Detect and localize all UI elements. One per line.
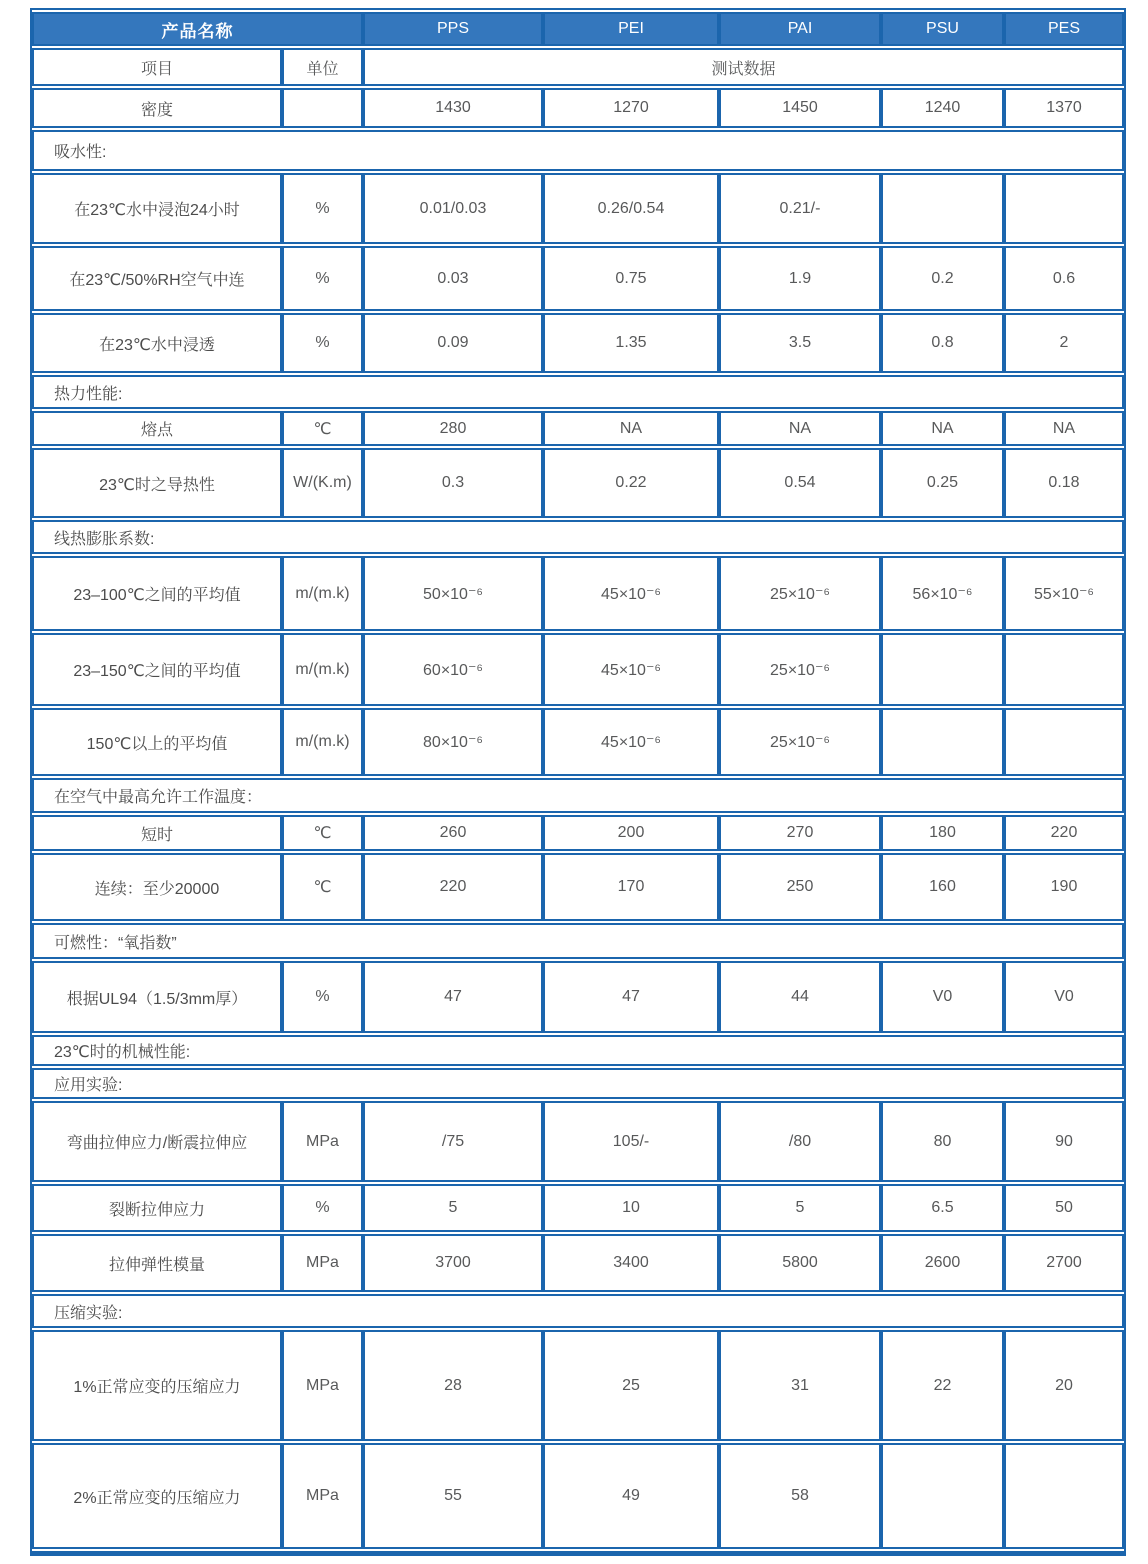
- cell-value: 0.18: [1004, 448, 1124, 518]
- row-unit: MPa: [282, 1234, 363, 1292]
- data-row: [32, 556, 1124, 631]
- cell-value: 200: [543, 815, 719, 851]
- cell-value: 60×10⁻⁶: [363, 633, 543, 706]
- row-unit: MPa: [282, 1330, 363, 1441]
- row-label: 连续：至少20000: [32, 853, 282, 921]
- cell-value: 2700: [1004, 1234, 1124, 1292]
- section-row: [32, 1294, 1124, 1328]
- cell-value: 45×10⁻⁶: [543, 633, 719, 706]
- section-row: [32, 520, 1124, 554]
- cell-value: 45×10⁻⁶: [543, 708, 719, 776]
- cell-value: 6.5: [881, 1184, 1004, 1232]
- cell-value: 220: [363, 853, 543, 921]
- data-row: [32, 1234, 1124, 1292]
- section-label: 应用实验:: [32, 1068, 1124, 1099]
- section-row: [32, 1068, 1124, 1099]
- cell-value: 44: [719, 961, 881, 1033]
- row-unit: m/(m.k): [282, 708, 363, 776]
- row-label: 熔点: [32, 411, 282, 446]
- section-row: [32, 375, 1124, 409]
- cell-value: 170: [543, 853, 719, 921]
- row-label: 在23℃水中浸透: [32, 313, 282, 373]
- row-unit: %: [282, 246, 363, 311]
- section-label: 吸水性:: [32, 130, 1124, 171]
- data-row: [32, 173, 1124, 244]
- data-row: [32, 411, 1124, 446]
- cell-value: 5: [363, 1184, 543, 1232]
- cell-value: 20: [1004, 1330, 1124, 1441]
- section-label: 压缩实验:: [32, 1294, 1124, 1328]
- product-header-pai: PAI: [719, 12, 881, 46]
- cell-value: 270: [719, 815, 881, 851]
- cell-value: 31: [719, 1330, 881, 1441]
- cell-value: NA: [1004, 411, 1124, 446]
- row-unit: MPa: [282, 1443, 363, 1549]
- cell-value: 160: [881, 853, 1004, 921]
- cell-value: V0: [881, 961, 1004, 1033]
- cell-value: 56×10⁻⁶: [881, 556, 1004, 631]
- cell-value: 2600: [881, 1234, 1004, 1292]
- row-unit: %: [282, 313, 363, 373]
- section-label: 热力性能:: [32, 375, 1124, 409]
- data-row: [32, 961, 1124, 1033]
- cell-value: 22: [881, 1330, 1004, 1441]
- row-label: 2%正常应变的压缩应力: [32, 1443, 282, 1549]
- cell-value: 3.5: [719, 313, 881, 373]
- cell-value: /80: [719, 1101, 881, 1182]
- row-unit: [282, 88, 363, 128]
- cell-value: 0.2: [881, 246, 1004, 311]
- cell-value: 47: [543, 961, 719, 1033]
- product-header-pps: PPS: [363, 12, 543, 46]
- cell-value: 10: [543, 1184, 719, 1232]
- row-label: 23–100℃之间的平均值: [32, 556, 282, 631]
- cell-value: 220: [1004, 815, 1124, 851]
- cell-value: 0.01/0.03: [363, 173, 543, 244]
- cell-value: 3700: [363, 1234, 543, 1292]
- section-label: 23℃时的机械性能:: [32, 1035, 1124, 1066]
- cell-value: 0.6: [1004, 246, 1124, 311]
- cell-value: V0: [1004, 961, 1124, 1033]
- section-row: [32, 778, 1124, 813]
- subheader-unit-label: 单位: [282, 48, 363, 86]
- cell-value: 47: [363, 961, 543, 1033]
- cell-value: 80×10⁻⁶: [363, 708, 543, 776]
- data-row: [32, 633, 1124, 706]
- cell-value: 28: [363, 1330, 543, 1441]
- cell-value: 45×10⁻⁶: [543, 556, 719, 631]
- cell-value: 0.03: [363, 246, 543, 311]
- data-row: [32, 1330, 1124, 1441]
- data-row: [32, 1101, 1124, 1182]
- cell-value: NA: [881, 411, 1004, 446]
- row-label: 23℃时之导热性: [32, 448, 282, 518]
- cell-value: 5800: [719, 1234, 881, 1292]
- row-unit: %: [282, 961, 363, 1033]
- cell-value: 2: [1004, 313, 1124, 373]
- row-unit: ℃: [282, 411, 363, 446]
- cell-value: [1004, 708, 1124, 776]
- cell-value: 58: [719, 1443, 881, 1549]
- cell-value: 0.25: [881, 448, 1004, 518]
- cell-value: 1450: [719, 88, 881, 128]
- cell-value: 0.22: [543, 448, 719, 518]
- section-row: [32, 130, 1124, 171]
- cell-value: 1240: [881, 88, 1004, 128]
- row-label: 弯曲拉伸应力/断震拉伸应: [32, 1101, 282, 1182]
- row-unit: m/(m.k): [282, 633, 363, 706]
- cell-value: 25×10⁻⁶: [719, 633, 881, 706]
- cell-value: NA: [719, 411, 881, 446]
- cell-value: 90: [1004, 1101, 1124, 1182]
- data-row: [32, 88, 1124, 128]
- cell-value: 105/-: [543, 1101, 719, 1182]
- cell-value: 0.54: [719, 448, 881, 518]
- row-label: 根据UL94（1.5/3mm厚）: [32, 961, 282, 1033]
- cell-value: 250: [719, 853, 881, 921]
- cell-value: [881, 708, 1004, 776]
- product-header-pes: PES: [1004, 12, 1124, 46]
- row-unit: W/(K.m): [282, 448, 363, 518]
- subheader-row: [32, 48, 1124, 86]
- cell-value: 280: [363, 411, 543, 446]
- subheader-test-data-label: 测试数据: [363, 48, 1124, 86]
- product-header-psu: PSU: [881, 12, 1004, 46]
- row-unit: %: [282, 173, 363, 244]
- data-row: [32, 1443, 1124, 1549]
- cell-value: [1004, 1443, 1124, 1549]
- row-label: 短时: [32, 815, 282, 851]
- cell-value: 1.9: [719, 246, 881, 311]
- row-label: 拉伸弹性模量: [32, 1234, 282, 1292]
- header-product-name: 产品名称: [32, 12, 363, 46]
- row-label: 150℃以上的平均值: [32, 708, 282, 776]
- cell-value: 0.75: [543, 246, 719, 311]
- cell-value: NA: [543, 411, 719, 446]
- cell-value: [1004, 173, 1124, 244]
- cell-value: 1270: [543, 88, 719, 128]
- data-row: [32, 313, 1124, 373]
- row-label: 密度: [32, 88, 282, 128]
- section-label: 在空气中最高允许工作温度：: [32, 778, 1124, 813]
- subheader-item-label: 项目: [32, 48, 282, 86]
- cell-value: 260: [363, 815, 543, 851]
- cell-value: 49: [543, 1443, 719, 1549]
- product-spec-table: [30, 8, 1126, 1556]
- row-label: 1%正常应变的压缩应力: [32, 1330, 282, 1441]
- cell-value: 3400: [543, 1234, 719, 1292]
- cell-value: 25: [543, 1330, 719, 1441]
- cell-value: 0.3: [363, 448, 543, 518]
- row-unit: m/(m.k): [282, 556, 363, 631]
- data-row: [32, 246, 1124, 311]
- header-row: [32, 12, 1124, 46]
- cell-value: 55: [363, 1443, 543, 1549]
- section-label: 线热膨胀系数:: [32, 520, 1124, 554]
- data-row: [32, 708, 1124, 776]
- cell-value: 0.26/0.54: [543, 173, 719, 244]
- row-label: 在23℃/50%RH空气中连: [32, 246, 282, 311]
- section-label: 可燃性：“氧指数”: [32, 923, 1124, 959]
- data-row: [32, 448, 1124, 518]
- row-unit: ℃: [282, 815, 363, 851]
- cell-value: /75: [363, 1101, 543, 1182]
- cell-value: 55×10⁻⁶: [1004, 556, 1124, 631]
- cell-value: [881, 173, 1004, 244]
- cell-value: [881, 633, 1004, 706]
- data-row: [32, 815, 1124, 851]
- cell-value: 0.09: [363, 313, 543, 373]
- row-unit: MPa: [282, 1101, 363, 1182]
- cell-value: 50: [1004, 1184, 1124, 1232]
- cell-value: [881, 1443, 1004, 1549]
- cell-value: 180: [881, 815, 1004, 851]
- cell-value: 5: [719, 1184, 881, 1232]
- cell-value: 190: [1004, 853, 1124, 921]
- cell-value: 1370: [1004, 88, 1124, 128]
- row-unit: %: [282, 1184, 363, 1232]
- cell-value: 1.35: [543, 313, 719, 373]
- row-label: 在23℃水中浸泡24小时: [32, 173, 282, 244]
- cell-value: 25×10⁻⁶: [719, 708, 881, 776]
- data-row: [32, 1184, 1124, 1232]
- cell-value: 50×10⁻⁶: [363, 556, 543, 631]
- cell-value: 0.8: [881, 313, 1004, 373]
- cell-value: 80: [881, 1101, 1004, 1182]
- product-header-pei: PEI: [543, 12, 719, 46]
- section-row: [32, 923, 1124, 959]
- cell-value: [1004, 633, 1124, 706]
- data-row: [32, 853, 1124, 921]
- cell-value: 25×10⁻⁶: [719, 556, 881, 631]
- row-label: 裂断拉伸应力: [32, 1184, 282, 1232]
- row-unit: ℃: [282, 853, 363, 921]
- section-row: [32, 1035, 1124, 1066]
- cell-value: 1430: [363, 88, 543, 128]
- row-label: 23–150℃之间的平均值: [32, 633, 282, 706]
- cell-value: 0.21/-: [719, 173, 881, 244]
